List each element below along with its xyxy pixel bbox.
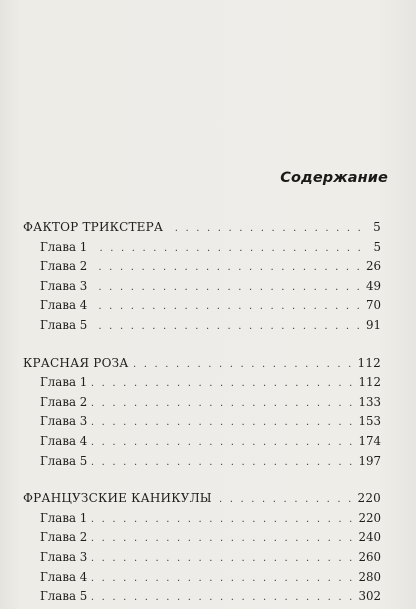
page-number: 280 bbox=[358, 569, 381, 584]
chapter-title: Глава 1 bbox=[40, 510, 88, 525]
leader-dots bbox=[91, 278, 362, 298]
toc-section bbox=[23, 218, 381, 336]
page-number: 133 bbox=[358, 394, 381, 409]
page-number: 49 bbox=[365, 278, 381, 293]
page-number: 26 bbox=[365, 259, 381, 274]
chapter-title: Глава 5 bbox=[40, 453, 88, 468]
leader-dots bbox=[91, 569, 354, 589]
toc-chapter-entry bbox=[23, 257, 381, 277]
page-number: 197 bbox=[358, 453, 381, 468]
toc-chapter-entry bbox=[23, 238, 381, 258]
chapter-title: Глава 1 bbox=[40, 375, 88, 390]
leader-dots bbox=[91, 433, 354, 453]
chapter-title: Глава 2 bbox=[40, 259, 88, 274]
toc-chapter-entry bbox=[23, 509, 381, 529]
toc-section bbox=[23, 354, 381, 472]
page-number: 153 bbox=[358, 414, 381, 429]
chapter-title: Глава 2 bbox=[40, 530, 88, 545]
leader-dots bbox=[91, 317, 362, 337]
toc-part-entry bbox=[23, 489, 381, 509]
leader-dots bbox=[216, 490, 354, 510]
page-number: 220 bbox=[357, 491, 381, 506]
chapter-title: Глава 3 bbox=[40, 278, 88, 293]
toc-part-entry bbox=[23, 354, 381, 374]
section-spacer bbox=[23, 336, 381, 354]
page-number: 220 bbox=[358, 510, 381, 525]
page-number: 260 bbox=[358, 549, 381, 564]
page-number: 240 bbox=[358, 530, 381, 545]
toc-chapter-entry bbox=[23, 568, 381, 588]
toc-part-entry bbox=[23, 218, 381, 238]
chapter-title: Глава 1 bbox=[40, 239, 88, 254]
leader-dots bbox=[91, 453, 354, 473]
chapter-title: Глава 5 bbox=[40, 589, 88, 604]
leader-dots bbox=[91, 588, 354, 608]
page-number: 302 bbox=[358, 589, 381, 604]
chapter-title: Глава 4 bbox=[40, 569, 88, 584]
chapter-title: Глава 4 bbox=[40, 298, 88, 313]
toc-chapter-entry bbox=[23, 277, 381, 297]
leader-dots bbox=[91, 529, 354, 549]
toc-title: Содержание bbox=[280, 170, 388, 186]
chapter-title: Глава 2 bbox=[40, 394, 88, 409]
page-number: 5 bbox=[373, 220, 381, 234]
toc-chapter-entry bbox=[23, 548, 381, 568]
leader-dots bbox=[91, 510, 354, 530]
leader-dots bbox=[91, 239, 363, 259]
toc-chapter-entry bbox=[23, 296, 381, 316]
leader-dots bbox=[91, 549, 354, 569]
page-number: 91 bbox=[365, 317, 381, 332]
toc-section bbox=[23, 489, 381, 607]
part-title: ФРАНЦУЗСКИЕ КАНИКУЛЫ bbox=[23, 491, 212, 506]
part-title: КРАСНАЯ РОЗА bbox=[23, 355, 129, 370]
chapter-title: Глава 3 bbox=[40, 549, 88, 564]
toc-chapter-entry bbox=[23, 587, 381, 607]
leader-dots bbox=[167, 219, 363, 239]
page-number: 174 bbox=[358, 433, 381, 448]
toc-chapter-entry bbox=[23, 316, 381, 336]
part-title: ФАКТОР ТРИКСТЕРА bbox=[23, 220, 164, 234]
leader-dots bbox=[91, 297, 362, 317]
toc-chapter-entry bbox=[23, 412, 381, 432]
leader-dots bbox=[91, 413, 354, 433]
page-number: 112 bbox=[357, 355, 381, 370]
leader-dots bbox=[133, 355, 354, 375]
toc-chapter-entry bbox=[23, 373, 381, 393]
toc-chapter-entry bbox=[23, 393, 381, 413]
leader-dots bbox=[91, 394, 354, 414]
page-number: 112 bbox=[358, 375, 381, 390]
leader-dots bbox=[91, 374, 354, 394]
leader-dots bbox=[91, 258, 362, 278]
toc-chapter-entry bbox=[23, 528, 381, 548]
table-of-contents bbox=[23, 218, 381, 607]
chapter-title: Глава 5 bbox=[40, 317, 88, 332]
page-number: 5 bbox=[373, 239, 381, 254]
page-number: 70 bbox=[365, 298, 381, 313]
toc-chapter-entry bbox=[23, 452, 381, 472]
chapter-title: Глава 3 bbox=[40, 414, 88, 429]
chapter-title: Глава 4 bbox=[40, 433, 88, 448]
toc-chapter-entry bbox=[23, 432, 381, 452]
section-spacer bbox=[23, 471, 381, 489]
